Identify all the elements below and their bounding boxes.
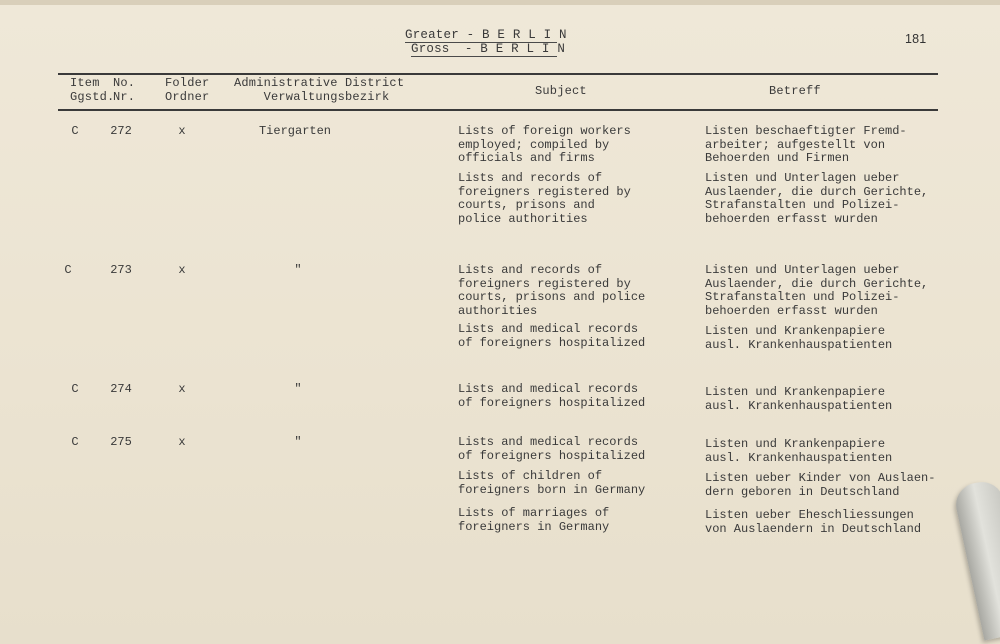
title-underline bbox=[411, 56, 557, 57]
row-folder-cell: x bbox=[178, 124, 186, 138]
column-header-folder: Folder Ordner bbox=[165, 76, 210, 104]
row-item-cell: C bbox=[71, 124, 79, 138]
column-header-no: No. Nr. bbox=[113, 76, 136, 104]
page-title-english: Greater - B E R L I N bbox=[405, 28, 567, 42]
row-subject-entry: Lists and medical records of foreigners hospitalized bbox=[458, 435, 646, 463]
row-folder-cell: x bbox=[178, 382, 186, 396]
row-subject-entry: Lists and medical records of foreigners hospitalized bbox=[458, 382, 646, 410]
row-number-cell: 274 bbox=[110, 382, 132, 396]
row-folder-cell: x bbox=[178, 263, 186, 277]
metal-clip bbox=[952, 478, 1000, 641]
row-number-cell: 272 bbox=[110, 124, 132, 138]
row-subject-entry: Lists and records of foreigners registered by courts, prisons and police authorities bbox=[458, 263, 646, 318]
row-folder-cell: x bbox=[178, 435, 186, 449]
column-header-betreff: Betreff bbox=[769, 84, 821, 98]
row-betreff-entry: Listen und Krankenpapiere ausl. Krankenhauspatienten bbox=[705, 385, 893, 413]
row-number-cell: 275 bbox=[110, 435, 132, 449]
row-subject-entry: Lists of foreign workers employed; compiled by officials and firms bbox=[458, 124, 631, 165]
row-district-cell: " bbox=[294, 263, 302, 277]
column-header-district: Administrative District Verwaltungsbezirk bbox=[234, 76, 405, 104]
row-betreff-entry: Listen und Krankenpapiere ausl. Krankenhauspatienten bbox=[705, 324, 893, 352]
row-subject-entry: Lists of children of foreigners born in Germany bbox=[458, 469, 646, 497]
row-subject-entry: Lists and records of foreigners registered by courts, prisons and police authorities bbox=[458, 171, 631, 226]
row-betreff-entry: Listen und Unterlagen ueber Auslaender, die durch Gerichte, Strafanstalten und Polizei- behoerden erfasst wurden bbox=[705, 263, 929, 318]
header-top-rule bbox=[58, 73, 938, 75]
row-betreff-entry: Listen ueber Kinder von Auslaen- dern geboren in Deutschland bbox=[705, 471, 936, 499]
row-district-cell: " bbox=[294, 435, 302, 449]
column-header-subject: Subject bbox=[535, 84, 587, 98]
row-item-cell: C bbox=[71, 382, 79, 396]
row-betreff-entry: Listen beschaeftigter Fremd- arbeiter; aufgestellt von Behoerden und Firmen bbox=[705, 124, 907, 165]
row-subject-entry: Lists and medical records of foreigners hospitalized bbox=[458, 322, 646, 350]
row-betreff-entry: Listen ueber Eheschliessungen von Auslaendern in Deutschland bbox=[705, 508, 922, 536]
row-district-cell: " bbox=[294, 382, 302, 396]
row-item-cell: C bbox=[71, 435, 79, 449]
row-item-cell: C bbox=[64, 263, 72, 277]
row-number-cell: 273 bbox=[110, 263, 132, 277]
page-title-german: Gross - B E R L I N bbox=[411, 42, 566, 56]
row-district-cell: Tiergarten bbox=[258, 124, 331, 138]
page-number: 181 bbox=[905, 32, 927, 46]
row-betreff-entry: Listen und Krankenpapiere ausl. Krankenhauspatienten bbox=[705, 437, 893, 465]
row-subject-entry: Lists of marriages of foreigners in Germany bbox=[458, 506, 610, 534]
row-betreff-entry: Listen und Unterlagen ueber Auslaender, die durch Gerichte, Strafanstalten und Polizei- behoerden erfasst wurden bbox=[705, 171, 929, 226]
column-header-item: Item Ggstd. bbox=[70, 76, 115, 104]
header-bottom-rule bbox=[58, 109, 938, 111]
page-top-edge bbox=[0, 0, 1000, 5]
